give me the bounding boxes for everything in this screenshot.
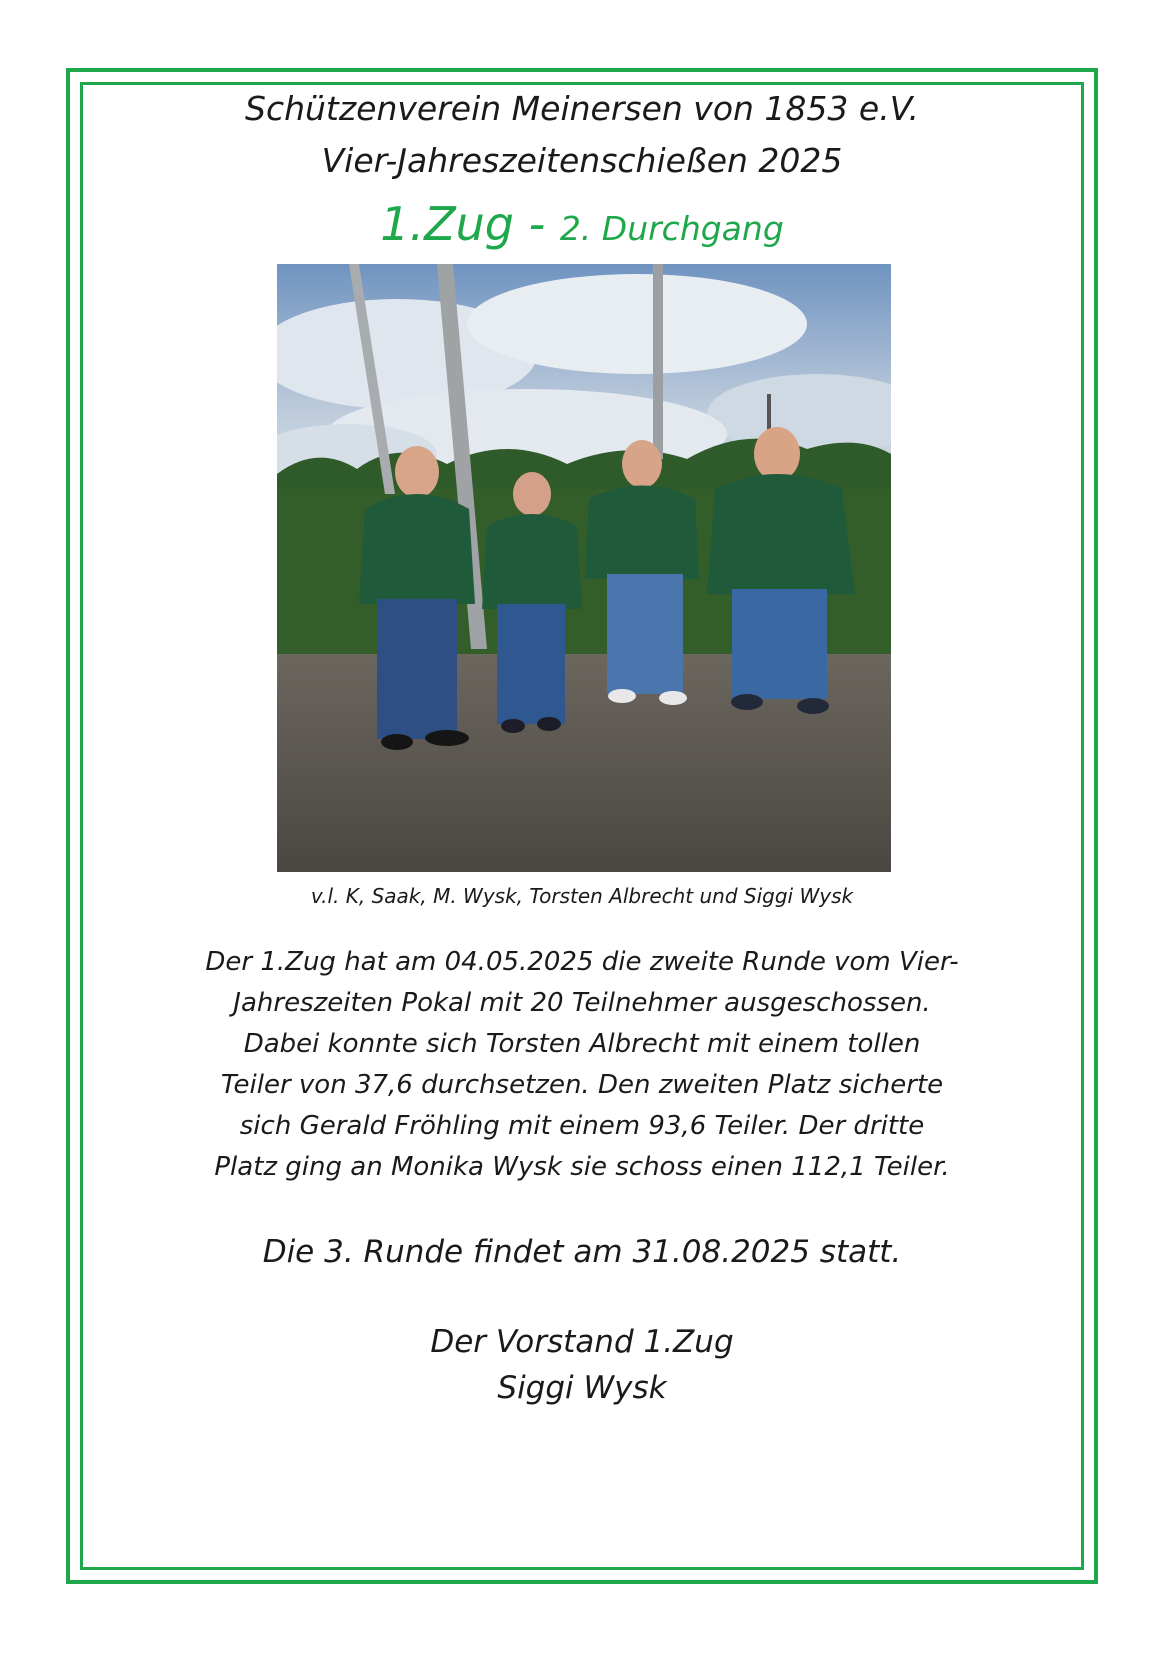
paragraph-line: Teiler von 37,6 durchsetzen. Den zweiten Platz sicherte (220, 1070, 944, 1100)
report-paragraph (144, 942, 1020, 1188)
signature-name: Siggi Wysk (497, 1370, 667, 1406)
photo-caption: v.l. K, Saak, M. Wysk, Torsten Albrecht und Siggi Wysk (310, 884, 854, 908)
paragraph-line: Der 1.Zug hat am 04.05.2025 die zweite Runde vom Vier- (205, 947, 959, 977)
page-content (84, 86, 1080, 1566)
org-title: Schützenverein Meinersen von 1853 e.V. (245, 89, 919, 128)
subtitle-small: 2. Durchgang (559, 209, 784, 248)
group-photo (277, 264, 891, 872)
paragraph-line: Jahreszeiten Pokal mit 20 Teilnehmer ausgeschossen. (233, 988, 931, 1018)
paragraph-line: Platz ging an Monika Wysk sie schoss einen 112,1 Teiler. (214, 1152, 950, 1182)
paragraph-line: sich Gerald Fröhling mit einem 93,6 Teiler. Der dritte (239, 1111, 925, 1141)
subtitle (84, 196, 1080, 263)
paragraph-line: Dabei konnte sich Torsten Albrecht mit einem tollen (243, 1029, 921, 1059)
next-round-notice: Die 3. Runde findet am 31.08.2025 statt. (262, 1234, 902, 1270)
event-title: Vier-Jahreszeitenschießen 2025 (321, 141, 843, 180)
subtitle-main: 1.Zug - (380, 197, 560, 251)
signature-title: Der Vorstand 1.Zug (430, 1324, 734, 1360)
